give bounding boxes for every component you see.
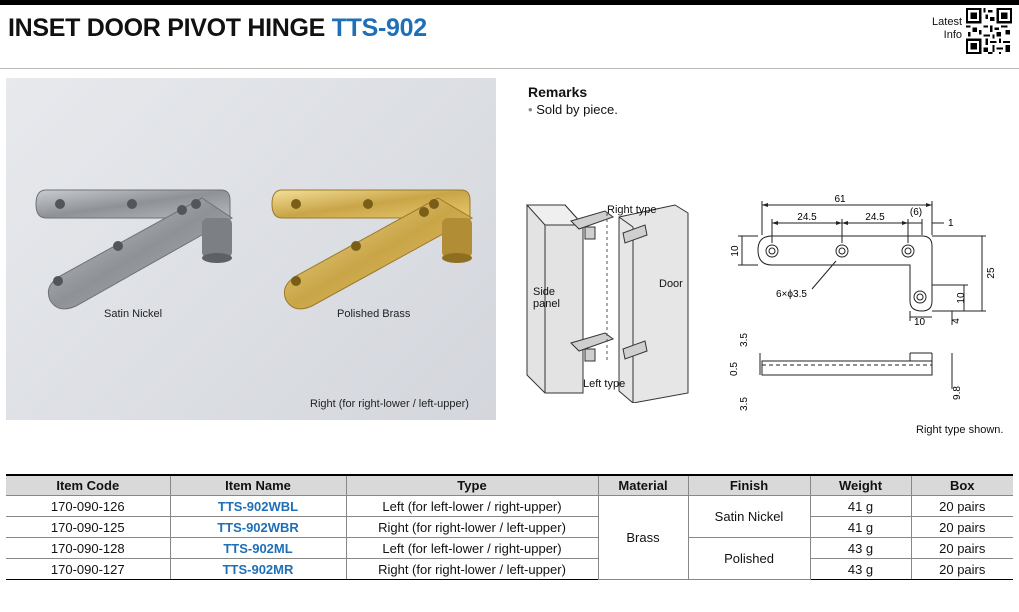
dim-1: 1 xyxy=(948,218,954,229)
item-code: 170-090-125 xyxy=(6,517,170,538)
satin-nickel-hinge-image xyxy=(36,190,232,309)
remarks-sold-by-piece: Sold by piece. xyxy=(536,102,618,117)
col-material: Material xyxy=(598,475,688,496)
item-weight: 41 g xyxy=(810,517,911,538)
item-name-link[interactable]: TTS-902WBL xyxy=(170,496,346,517)
latest-info-label xyxy=(920,16,962,42)
item-weight: 43 g xyxy=(810,538,911,559)
technical-drawing xyxy=(720,193,1010,418)
col-finish: Finish xyxy=(688,475,810,496)
dim-10-bottom: 10 xyxy=(914,317,926,328)
item-finish-satin: Satin Nickel xyxy=(688,496,810,538)
col-box: Box xyxy=(911,475,1013,496)
item-material: Brass xyxy=(598,496,688,580)
item-weight: 43 g xyxy=(810,559,911,580)
dim-24-5-a: 24.5 xyxy=(797,212,817,223)
col-item-name: Item Name xyxy=(170,475,346,496)
col-item-code: Item Code xyxy=(6,475,170,496)
dim-3-5-bottom: 3.5 xyxy=(739,397,750,411)
col-type: Type xyxy=(346,475,598,496)
qr-code-icon[interactable] xyxy=(966,8,1012,54)
dim-0-5: 0.5 xyxy=(729,362,740,376)
dim-10-left: 10 xyxy=(730,245,741,257)
dim-24-5-b: 24.5 xyxy=(865,212,885,223)
remarks-bullet: • xyxy=(528,102,533,117)
dim-10-right: 10 xyxy=(956,292,967,304)
item-box: 20 pairs xyxy=(911,517,1013,538)
item-name-link[interactable]: TTS-902ML xyxy=(170,538,346,559)
caption-satin-nickel: Satin Nickel xyxy=(104,308,163,320)
col-weight: Weight xyxy=(810,475,911,496)
table-header-row xyxy=(6,475,1013,496)
dim-3-5-top: 3.5 xyxy=(739,333,750,347)
item-type: Left (for left-lower / right-upper) xyxy=(346,496,598,517)
dim-25: 25 xyxy=(986,267,997,279)
item-box: 20 pairs xyxy=(911,538,1013,559)
remarks-text xyxy=(528,102,618,117)
table-row xyxy=(6,538,1013,559)
item-weight: 41 g xyxy=(810,496,911,517)
remarks-heading: Remarks xyxy=(528,84,588,100)
item-name-link[interactable]: TTS-902MR xyxy=(170,559,346,580)
dim-61: 61 xyxy=(834,194,846,205)
top-rule xyxy=(0,0,1019,5)
polished-brass-hinge-image xyxy=(272,190,472,309)
illus-left-type-label: Left type xyxy=(583,378,626,390)
latest-line2: Info xyxy=(943,29,962,41)
dim-4: 4 xyxy=(951,318,962,324)
right-type-note: Right type shown. xyxy=(916,424,1004,436)
item-finish-polished: Polished xyxy=(688,538,810,580)
item-type: Right (for right-lower / left-upper) xyxy=(346,559,598,580)
product-photo xyxy=(6,78,496,420)
item-code: 170-090-128 xyxy=(6,538,170,559)
item-code: 170-090-126 xyxy=(6,496,170,517)
title-main: INSET DOOR PIVOT HINGE xyxy=(8,14,332,42)
item-type: Left (for left-lower / right-upper) xyxy=(346,538,598,559)
item-code: 170-090-127 xyxy=(6,559,170,580)
illus-panel-label: panel xyxy=(533,298,560,310)
table-row xyxy=(6,517,1013,538)
item-box: 20 pairs xyxy=(911,496,1013,517)
dim-holes: 6×ϕ3.5 xyxy=(776,289,807,300)
caption-polished-brass: Polished Brass xyxy=(337,308,411,320)
title-model: TTS-902 xyxy=(331,14,427,42)
dim-9-8: 9.8 xyxy=(952,386,963,400)
illus-side-label: Side xyxy=(533,286,556,298)
item-type: Right (for right-lower / left-upper) xyxy=(346,517,598,538)
dim-6: (6) xyxy=(909,207,923,218)
spec-table xyxy=(6,474,1013,580)
installation-illustration xyxy=(525,203,690,403)
header-divider xyxy=(0,68,1019,69)
table-row xyxy=(6,496,1013,517)
caption-right-type: Right (for right-lower / left-upper) xyxy=(310,398,469,410)
illus-door-label: Door xyxy=(659,278,683,290)
table-row xyxy=(6,559,1013,580)
item-box: 20 pairs xyxy=(911,559,1013,580)
latest-line1: Latest xyxy=(932,16,962,28)
item-name-link[interactable]: TTS-902WBR xyxy=(170,517,346,538)
illus-right-type-label: Right type xyxy=(607,204,657,216)
page-title xyxy=(8,14,427,43)
